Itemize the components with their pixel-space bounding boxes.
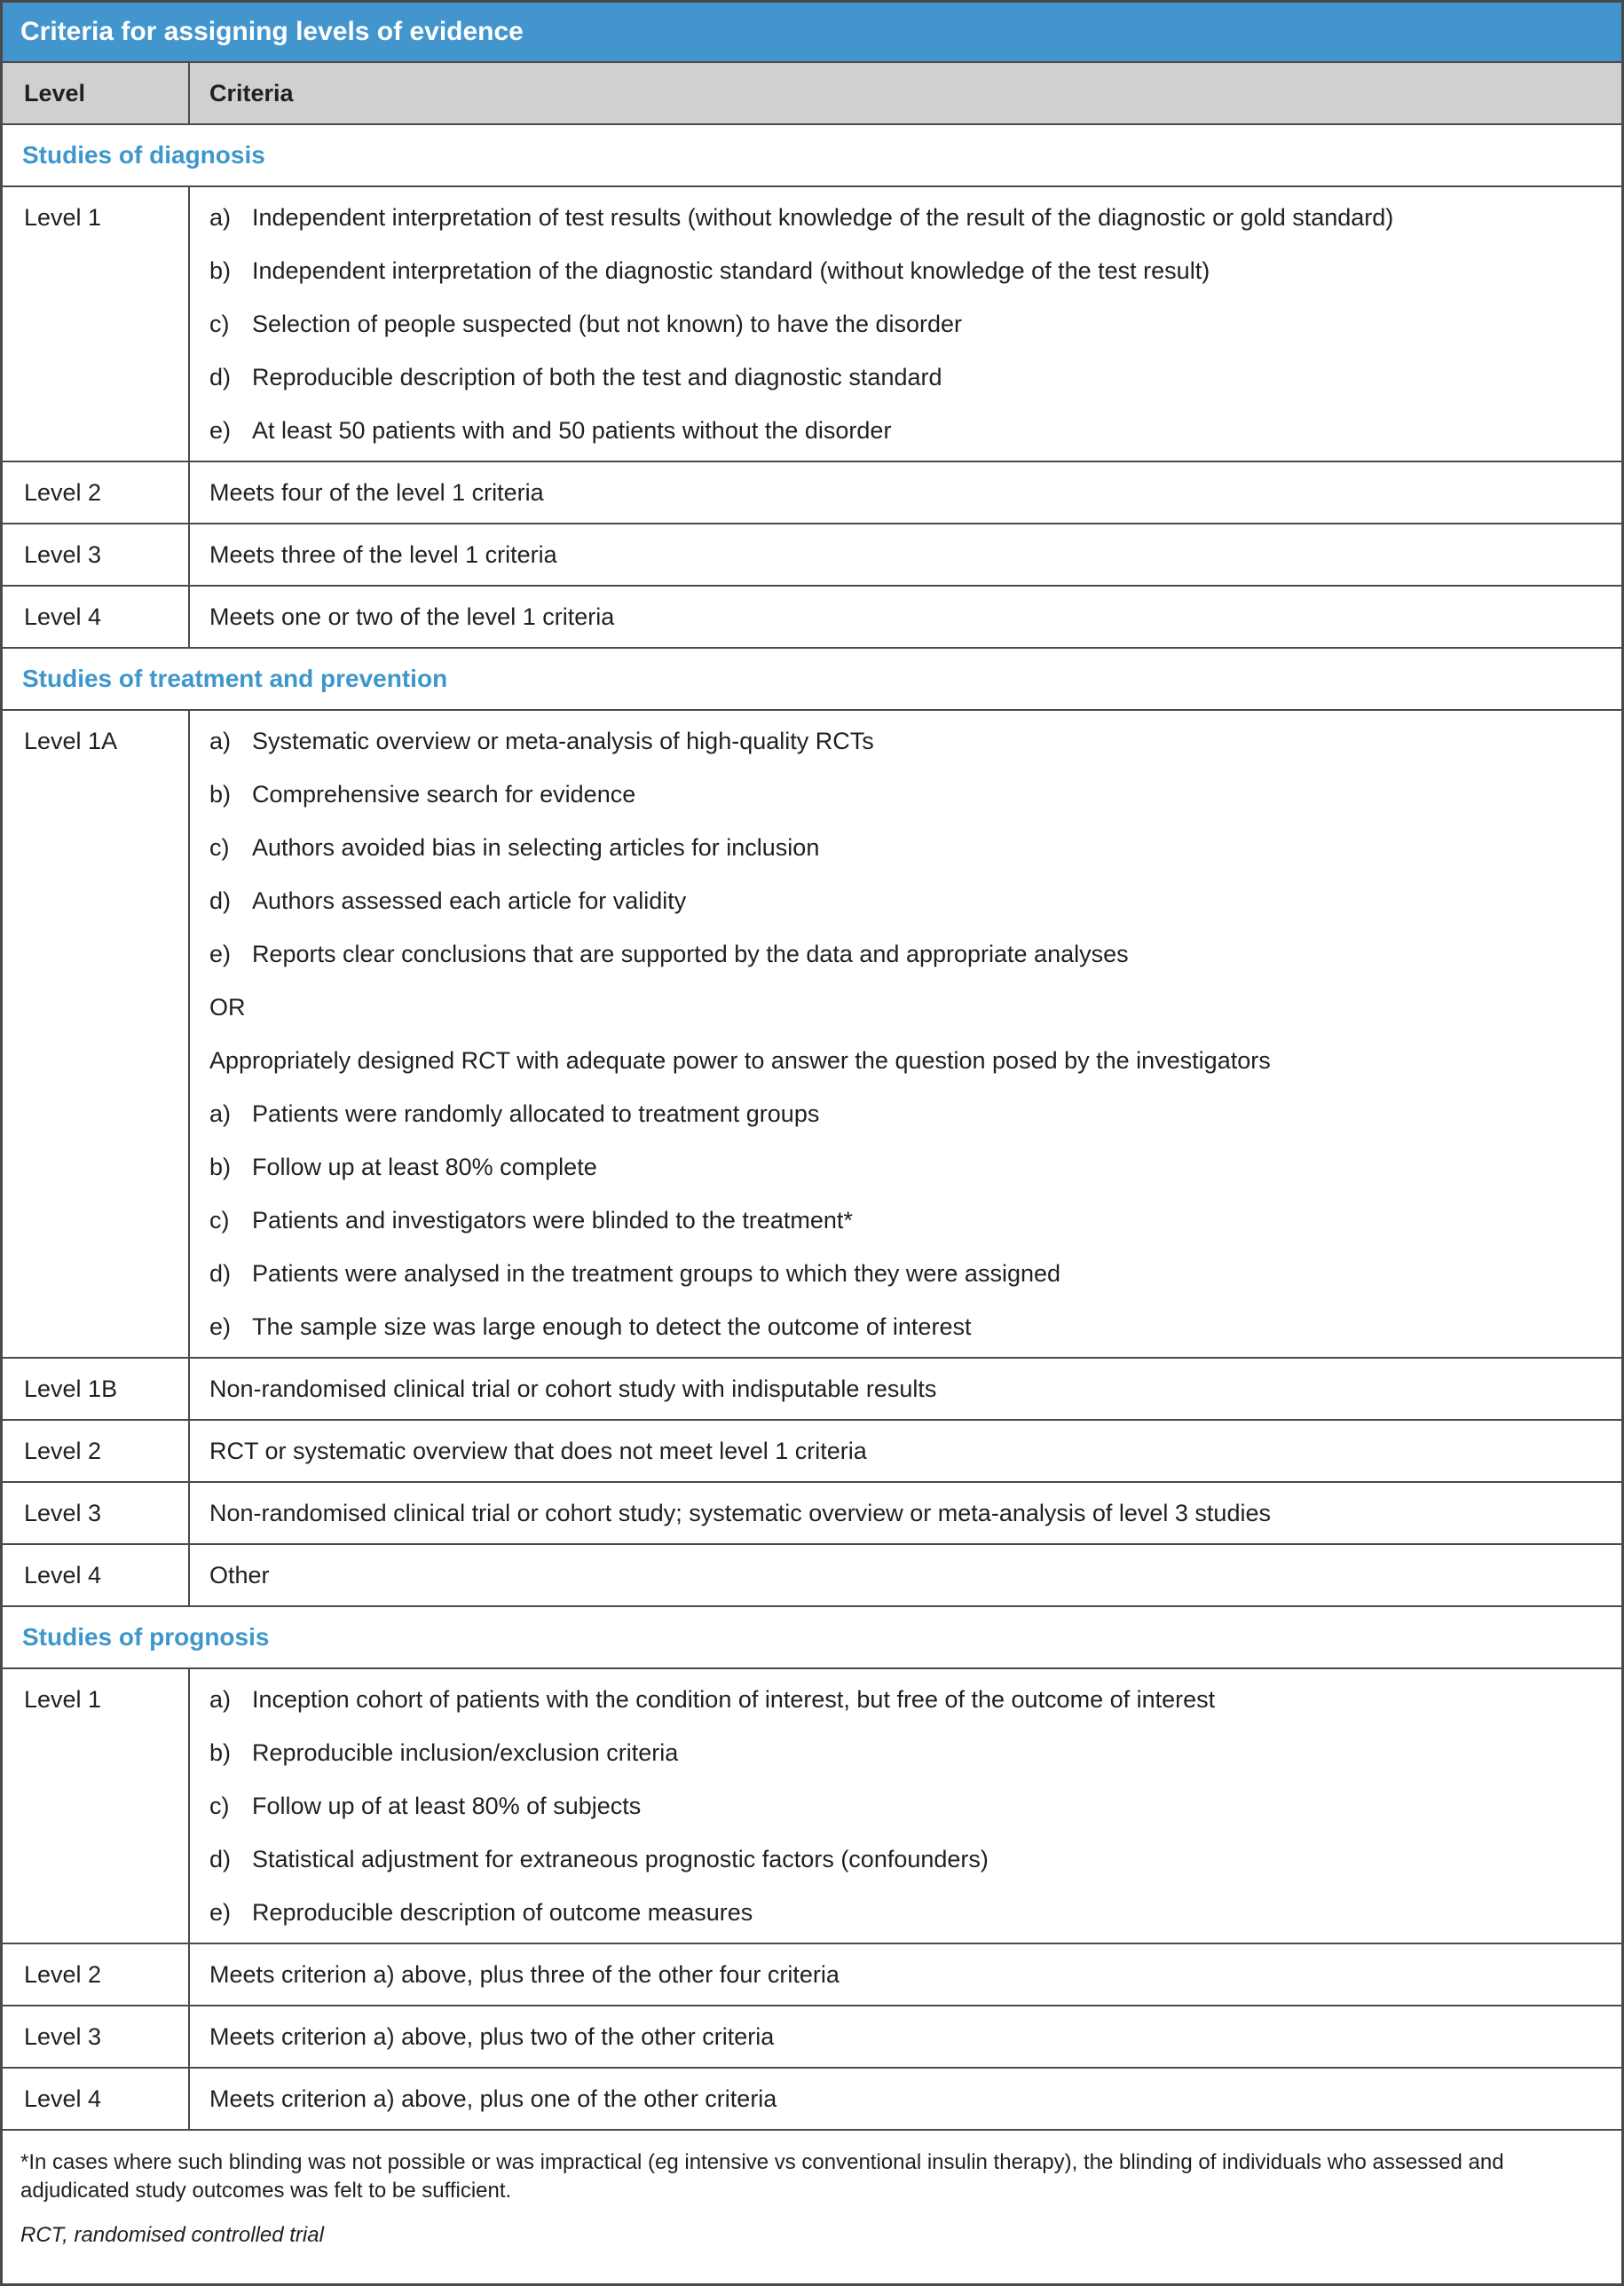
level-cell: Level 4 xyxy=(3,2069,190,2129)
table-row-diagnosis-level-2 xyxy=(3,461,1621,523)
criteria-text: Meets four of the level 1 criteria xyxy=(209,479,544,506)
criteria-list-item xyxy=(209,1738,1600,1768)
list-marker: b) xyxy=(209,1154,232,1180)
criteria-text: RCT or systematic overview that does not meet level 1 criteria xyxy=(209,1438,867,1464)
criteria-text: Meets criterion a) above, plus three of the other four criteria xyxy=(209,1961,840,1988)
item-text: Independent interpretation of the diagnostic standard (without knowledge of the test result) xyxy=(252,257,1210,284)
item-text: Reproducible description of both the test and diagnostic standard xyxy=(252,364,942,390)
list-marker: e) xyxy=(209,417,232,444)
level-cell: Level 4 xyxy=(3,587,190,647)
criteria-text: Meets criterion a) above, plus two of the other criteria xyxy=(209,2023,775,2050)
item-text: Reproducible inclusion/exclusion criteria xyxy=(252,1739,679,1766)
item-text: Independent interpretation of test results (without knowledge of the result of the diagnostic or gold standard) xyxy=(252,204,1394,231)
item-text: Reproducible description of outcome measures xyxy=(252,1899,753,1926)
list-marker: d) xyxy=(209,1260,232,1287)
or-separator xyxy=(209,992,1600,1022)
item-text: Follow up at least 80% complete xyxy=(252,1154,597,1180)
item-text: Patients were analysed in the treatment groups to which they were assigned xyxy=(252,1260,1061,1287)
criteria-list-item xyxy=(209,886,1600,916)
table-row-prognosis-level-4 xyxy=(3,2067,1621,2129)
criteria-list-item xyxy=(209,362,1600,392)
level-cell: Level 1B xyxy=(3,1359,190,1419)
item-text: Patients and investigators were blinded to the treatment* xyxy=(252,1207,853,1234)
criteria-cell xyxy=(190,711,1621,1357)
list-marker: d) xyxy=(209,887,232,914)
table-row-treatment-level-2 xyxy=(3,1419,1621,1481)
table-row-treatment-level-4 xyxy=(3,1543,1621,1605)
section-heading-diagnosis: Studies of diagnosis xyxy=(3,123,1621,185)
level-cell: Level 1 xyxy=(3,1669,190,1943)
item-text: Selection of people suspected (but not known) to have the disorder xyxy=(252,311,963,337)
footnote-text: *In cases where such blinding was not possible or was impractical (eg intensive vs conventional insulin therapy), the blinding of individuals who assessed and adjudicated study outcomes was felt to be sufficient. xyxy=(20,2150,1504,2203)
criteria-list-item xyxy=(209,1312,1600,1342)
criteria-list-item xyxy=(209,832,1600,863)
criteria-text: Non-randomised clinical trial or cohort study; systematic overview or meta-analysis of level 3 studies xyxy=(209,1500,1271,1526)
criteria-cell xyxy=(190,2069,1621,2129)
criteria-cell xyxy=(190,1483,1621,1543)
list-marker: b) xyxy=(209,1739,232,1766)
list-marker: a) xyxy=(209,1686,232,1713)
level-cell: Level 1A xyxy=(3,711,190,1357)
criteria-list xyxy=(209,202,1600,445)
criteria-cell xyxy=(190,1421,1621,1481)
item-text: Authors assessed each article for validity xyxy=(252,887,687,914)
list-marker: a) xyxy=(209,728,232,754)
item-text: The sample size was large enough to detect the outcome of interest xyxy=(252,1313,972,1340)
list-marker: c) xyxy=(209,311,230,337)
table-title-bar xyxy=(3,3,1621,61)
item-text: Statistical adjustment for extraneous prognostic factors (confounders) xyxy=(252,1846,989,1872)
table-row-diagnosis-level-4 xyxy=(3,585,1621,647)
criteria-list-item xyxy=(209,1791,1600,1821)
criteria-list-item xyxy=(209,1897,1600,1927)
table-row-treatment-level-3 xyxy=(3,1481,1621,1543)
item-text: Comprehensive search for evidence xyxy=(252,781,636,808)
table-row-prognosis-level-3 xyxy=(3,2005,1621,2067)
criteria-list-item xyxy=(209,1844,1600,1874)
criteria-list-item xyxy=(209,939,1600,969)
criteria-cell xyxy=(190,462,1621,523)
item-text: Inception cohort of patients with the condition of interest, but free of the outcome of interest xyxy=(252,1686,1216,1713)
table-row-prognosis-level-1 xyxy=(3,1667,1621,1943)
criteria-text: Meets one or two of the level 1 criteria xyxy=(209,603,615,630)
list-marker: b) xyxy=(209,257,232,284)
criteria-list-item xyxy=(209,256,1600,286)
table-row-prognosis-level-2 xyxy=(3,1943,1621,2005)
item-text: Patients were randomly allocated to treatment groups xyxy=(252,1100,820,1127)
criteria-list-item xyxy=(209,415,1600,445)
list-marker: d) xyxy=(209,364,232,390)
level-cell: Level 2 xyxy=(3,1944,190,2005)
criteria-list-item xyxy=(209,726,1600,756)
table-title: Criteria for assigning levels of evidence xyxy=(20,17,524,46)
list-marker: d) xyxy=(209,1846,232,1872)
item-text: Authors avoided bias in selecting articles for inclusion xyxy=(252,834,820,861)
section-heading-prognosis: Studies of prognosis xyxy=(3,1605,1621,1667)
abbreviation-note: RCT, randomised controlled trial xyxy=(20,2223,324,2247)
list-marker: c) xyxy=(209,1207,230,1234)
list-marker: e) xyxy=(209,941,232,967)
criteria-cell xyxy=(190,1359,1621,1419)
criteria-cell xyxy=(190,524,1621,585)
list-marker: a) xyxy=(209,1100,232,1127)
criteria-cell xyxy=(190,187,1621,461)
criteria-cell xyxy=(190,1545,1621,1605)
level-cell: Level 4 xyxy=(3,1545,190,1605)
footnote-area xyxy=(3,2129,1621,2283)
criteria-text: Other xyxy=(209,1562,270,1588)
item-text: Appropriately designed RCT with adequate power to answer the question posed by the investigators xyxy=(209,1047,1271,1074)
level-cell: Level 3 xyxy=(3,1483,190,1543)
item-text: At least 50 patients with and 50 patients without the disorder xyxy=(252,417,892,444)
criteria-list-item xyxy=(209,1099,1600,1129)
level-cell: Level 2 xyxy=(3,462,190,523)
criteria-cell xyxy=(190,1944,1621,2005)
criteria-list xyxy=(209,1684,1600,1927)
criteria-cell xyxy=(190,2006,1621,2067)
table-row-treatment-level-1a xyxy=(3,709,1621,1357)
item-text: Follow up of at least 80% of subjects xyxy=(252,1793,642,1819)
list-marker: c) xyxy=(209,1793,230,1819)
criteria-cell xyxy=(190,587,1621,647)
criteria-list-item xyxy=(209,1152,1600,1182)
level-cell: Level 2 xyxy=(3,1421,190,1481)
criteria-text: Non-randomised clinical trial or cohort study with indisputable results xyxy=(209,1376,937,1402)
section-heading-treatment-prevention: Studies of treatment and prevention xyxy=(3,647,1621,709)
level-cell: Level 3 xyxy=(3,524,190,585)
level-cell: Level 1 xyxy=(3,187,190,461)
table-row-diagnosis-level-1 xyxy=(3,185,1621,461)
criteria-list-item xyxy=(209,779,1600,809)
criteria-text: Meets criterion a) above, plus one of the other criteria xyxy=(209,2085,777,2112)
list-marker: c) xyxy=(209,834,230,861)
criteria-list-item xyxy=(209,1258,1600,1289)
table-row-treatment-level-1b xyxy=(3,1357,1621,1419)
criteria-list xyxy=(209,726,1600,1342)
list-marker: e) xyxy=(209,1313,232,1340)
criteria-list-item xyxy=(209,309,1600,339)
column-header-row xyxy=(3,61,1621,123)
column-header-level: Level xyxy=(3,63,190,123)
list-marker: e) xyxy=(209,1899,232,1926)
criteria-cell xyxy=(190,1669,1621,1943)
level-cell: Level 3 xyxy=(3,2006,190,2067)
item-text: Systematic overview or meta-analysis of high-quality RCTs xyxy=(252,728,874,754)
list-marker: b) xyxy=(209,781,232,808)
criteria-text: Meets three of the level 1 criteria xyxy=(209,541,557,568)
table-row-diagnosis-level-3 xyxy=(3,523,1621,585)
rct-paragraph xyxy=(209,1045,1600,1076)
criteria-list-item xyxy=(209,1205,1600,1235)
item-text: Reports clear conclusions that are supported by the data and appropriate analyses xyxy=(252,941,1129,967)
column-header-criteria: Criteria xyxy=(209,79,294,106)
criteria-list-item xyxy=(209,1684,1600,1714)
item-text: OR xyxy=(209,994,246,1021)
criteria-list-item xyxy=(209,202,1600,233)
list-marker: a) xyxy=(209,204,232,231)
